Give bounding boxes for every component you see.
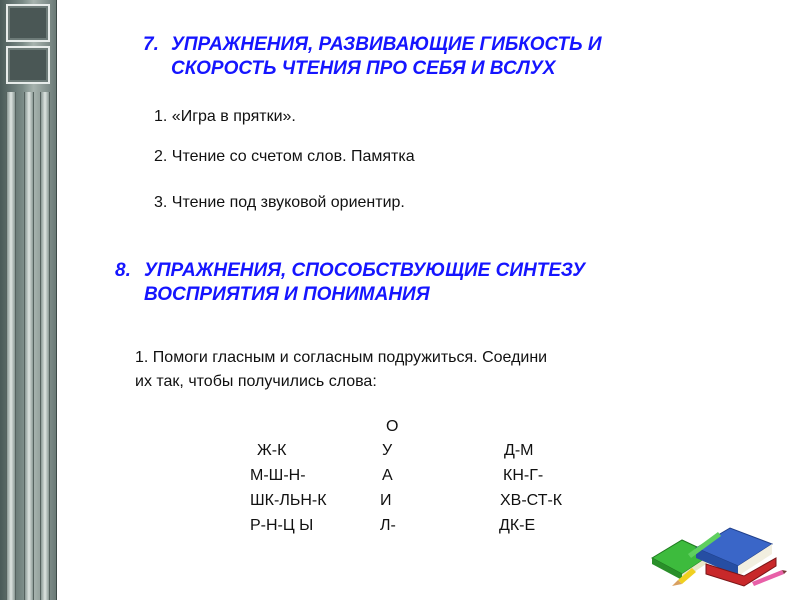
table-cell-right: ХВ-СТ-К	[500, 492, 563, 509]
sidebar-stripe	[6, 92, 16, 600]
table-cell-middle: И	[380, 492, 392, 509]
section-8-heading	[115, 259, 585, 307]
section-8-exercise	[135, 346, 695, 394]
table-cell-right: Д-М	[504, 442, 534, 459]
sidebar-square-icon	[6, 46, 50, 84]
section-7-heading	[143, 33, 602, 81]
table-cell-middle: О	[386, 418, 399, 435]
table-cell-right: ДК-Е	[499, 517, 536, 534]
table-cell-middle: Л-	[380, 517, 396, 534]
exercise-line-2: их так, чтобы получились слова:	[135, 373, 377, 390]
section-7-item-3: 3. Чтение под звуковой ориентир.	[154, 194, 405, 211]
section-7-title-line-1: УПРАЖНЕНИЯ, РАЗВИВАЮЩИЕ ГИБКОСТЬ И	[171, 34, 602, 55]
section-7-item-1: 1. «Игра в прятки».	[154, 108, 296, 125]
section-7-title-line-2: СКОРОСТЬ ЧТЕНИЯ ПРО СЕБЯ И ВСЛУХ	[171, 58, 556, 79]
section-8-title-line-2: ВОСПРИЯТИЯ И ПОНИМАНИЯ	[144, 284, 430, 305]
decorative-sidebar	[0, 0, 57, 600]
exercise-line-1: 1. Помоги гласным и согласным подружиться. Соедини	[135, 349, 548, 366]
books-pencils-icon	[648, 518, 788, 596]
table-cell-left: Р-Н-Ц Ы	[250, 517, 314, 534]
section-8-title-line-1: УПРАЖНЕНИЯ, СПОСОБСТВУЮЩИЕ СИНТЕЗУ	[144, 260, 586, 281]
sidebar-stripe	[40, 92, 50, 600]
table-cell-left: ШК-ЛЬН-К	[250, 492, 327, 509]
table-cell-left: М-Ш-Н-	[250, 467, 306, 484]
section-7-number: 7.	[143, 34, 159, 55]
table-cell-right: КН-Г-	[503, 467, 544, 484]
table-cell-middle: А	[382, 467, 393, 484]
sidebar-stripe	[24, 92, 34, 600]
section-8-number: 8.	[115, 260, 131, 281]
table-cell-left: Ж-К	[257, 442, 287, 459]
section-7-item-2: 2. Чтение со счетом слов. Памятка	[154, 148, 415, 165]
sidebar-square-icon	[6, 4, 50, 42]
table-cell-middle: У	[382, 442, 393, 459]
